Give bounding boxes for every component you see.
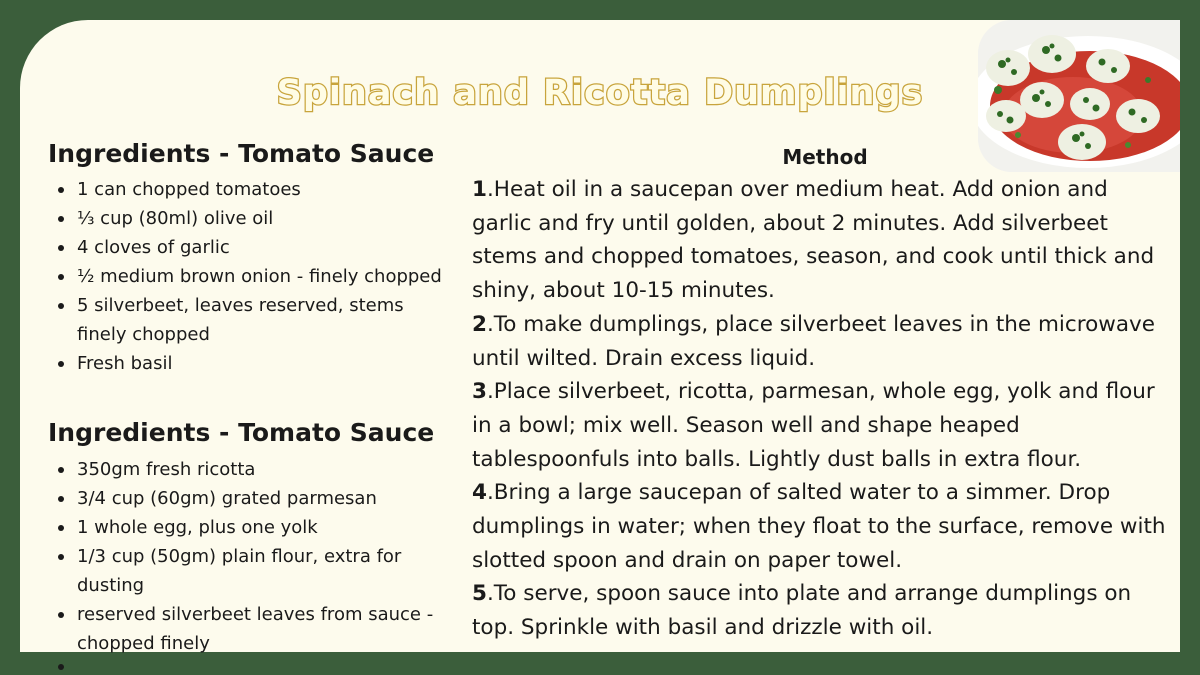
step-number: 2: [472, 311, 487, 337]
list-item: 5 silverbeet, leaves reserved, stems finely chopped: [50, 291, 450, 349]
list-item: 3/4 cup (60gm) grated parmesan: [50, 484, 450, 513]
method-step: [472, 173, 1172, 308]
list-item: reserved silverbeet leaves from sauce - chopped finely: [50, 600, 450, 658]
list-item: ⅓ cup (80ml) olive oil: [50, 204, 450, 233]
step-number: 1: [472, 177, 487, 202]
step-number: 5: [472, 581, 487, 607]
step-text: .To serve, spoon sauce into plate and arrange dumplings on top. Sprinkle with basil and drizzle with oil.: [472, 581, 1132, 641]
ingredients-list-dumplings: [50, 455, 450, 658]
list-item: Fresh basil: [50, 349, 450, 378]
section-heading-dumplings: Ingredients - Tomato Sauce: [48, 418, 435, 447]
empty-list-bullet: [58, 664, 64, 670]
section-heading-tomato-sauce: Ingredients - Tomato Sauce: [48, 139, 435, 168]
list-item: 4 cloves of garlic: [50, 233, 450, 262]
method-steps: [472, 173, 1172, 645]
method-heading: Method: [782, 145, 868, 169]
method-step: [472, 577, 1172, 644]
method-step: [472, 476, 1172, 577]
step-number: 3: [472, 379, 487, 405]
step-text: .Place silverbeet, ricotta, parmesan, whole egg, yolk and flour in a bowl; mix well. Season well and shape heaped tablespoonfuls into balls. Lightly dust balls in extra flour.: [472, 379, 1155, 472]
step-text: .Bring a large saucepan of salted water to a simmer. Drop dumplings in water; when they float to the surface, remove with slotted spoon and drain on paper towel.: [472, 480, 1166, 573]
list-item: ½ medium brown onion - finely chopped: [50, 262, 450, 291]
method-step: [472, 375, 1172, 476]
step-number: 4: [472, 480, 487, 506]
ingredients-list-tomato-sauce: [50, 175, 450, 378]
list-item: 1 can chopped tomatoes: [50, 175, 450, 204]
list-item: 350gm fresh ricotta: [50, 455, 450, 484]
list-item: 1 whole egg, plus one yolk: [50, 513, 450, 542]
step-text: .Heat oil in a saucepan over medium heat. Add onion and garlic and fry until golden, about 2 minutes. Add silverbeet stems and chopped tomatoes, season, and cook until thick and shiny, about 10-15 minutes.: [472, 177, 1155, 304]
method-step: [472, 308, 1172, 375]
list-item: 1/3 cup (50gm) plain flour, extra for dusting: [50, 542, 450, 600]
step-text: .To make dumplings, place silverbeet leaves in the microwave until wilted. Drain excess liquid.: [472, 311, 1155, 371]
recipe-title: Spinach and Ricotta Dumplings: [276, 73, 924, 113]
